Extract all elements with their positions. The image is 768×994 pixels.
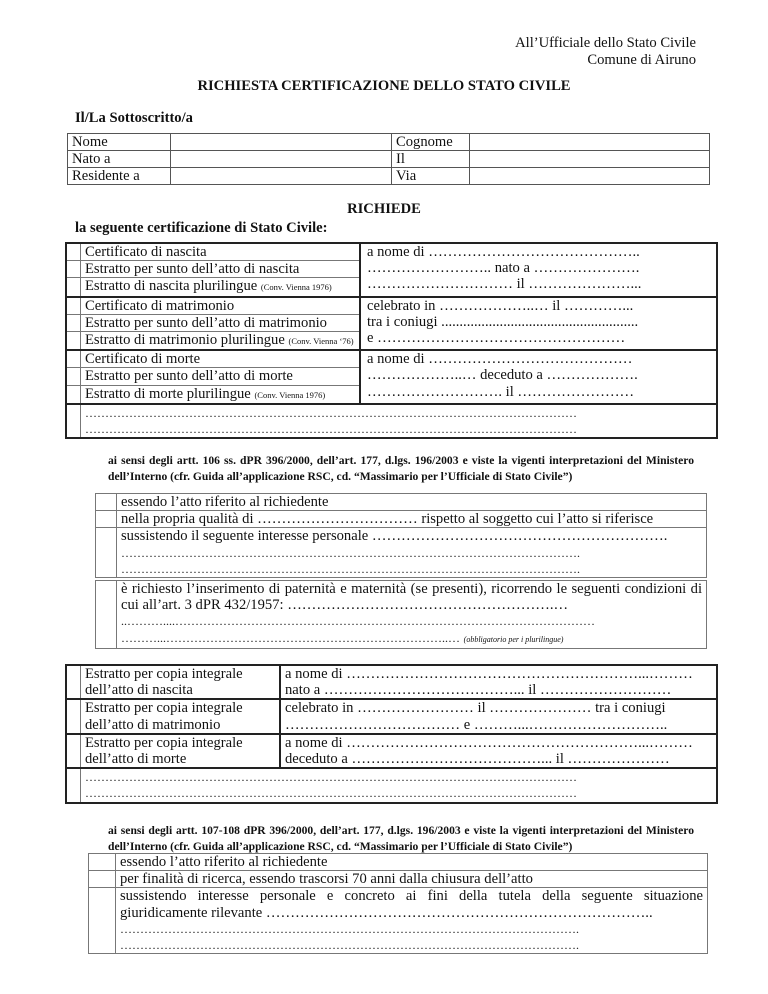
checkbox-plurilingue-nascita[interactable] bbox=[66, 278, 81, 297]
detail-line[interactable]: a nome di …………………………………….. bbox=[367, 244, 640, 260]
page-title: RICHIESTA CERTIFICAZIONE DELLO STATO CIVILE bbox=[197, 78, 571, 94]
reason2-ricerca: per finalità di ricerca, essendo trascorsi 70 anni dalla chiusura dell’atto bbox=[116, 871, 708, 888]
parentage-note: (obbligatorio per i plurilingue) bbox=[463, 634, 564, 644]
option-certificato-nascita: Certificato di nascita bbox=[81, 243, 361, 261]
other-line[interactable]: …………………………………………………………………………………………………………… bbox=[85, 405, 577, 420]
detail-line[interactable]: e …………………………………………… bbox=[367, 330, 626, 347]
reason2-richiedente: essendo l’atto riferito al richiedente bbox=[116, 854, 708, 871]
input-residente-a[interactable] bbox=[171, 168, 392, 185]
reason-richiedente: essendo l’atto riferito al richiedente bbox=[117, 494, 707, 511]
reasons-table-1 bbox=[95, 493, 707, 578]
input-cognome[interactable] bbox=[470, 134, 710, 151]
addressee-line-2: Comune di Airuno bbox=[587, 52, 696, 68]
details-nascita bbox=[360, 243, 717, 297]
other-line[interactable]: …………………………………………………………………………………………………………… bbox=[85, 422, 577, 437]
input-via[interactable] bbox=[470, 168, 710, 185]
checkbox-reason-qualita[interactable] bbox=[96, 511, 117, 528]
option-copia-nascita: Estratto per copia integrale dell’atto di nascita bbox=[81, 665, 281, 699]
checkbox-estratto-sunto-nascita[interactable] bbox=[66, 261, 81, 278]
copia-altro-lines[interactable]: …………………………………………………………………………………………………………… …………………………………………………………………………………………………………… bbox=[85, 770, 577, 801]
input-nome[interactable] bbox=[171, 134, 392, 151]
label-nome: Nome bbox=[68, 134, 171, 151]
certificates-table bbox=[65, 242, 718, 439]
checkbox-altro[interactable] bbox=[66, 404, 81, 438]
detail-line[interactable]: a nome di …………………………………… bbox=[367, 351, 633, 368]
reasons-table-2 bbox=[88, 853, 708, 954]
option-certificato-morte: Certificato di morte bbox=[81, 350, 361, 368]
checkbox-plurilingue-matrimonio[interactable] bbox=[66, 332, 81, 351]
option-estratto-sunto-nascita: Estratto per sunto dell’atto di nascita bbox=[81, 261, 361, 278]
option-plurilingue-matrimonio: Estratto di matrimonio plurilingue (Conv. Vienna ‘76) bbox=[81, 332, 361, 351]
full-copy-table bbox=[65, 664, 718, 804]
checkbox-reason-interesse[interactable] bbox=[96, 528, 117, 578]
option-plurilingue-nascita: Estratto di nascita plurilingue (Conv. Vienna 1976) bbox=[81, 278, 361, 297]
input-nato-a[interactable] bbox=[171, 151, 392, 168]
label-via: Via bbox=[392, 168, 470, 185]
addressee-line-1: All’Ufficiale dello Stato Civile bbox=[515, 35, 696, 51]
checkbox-reason2-ricerca[interactable] bbox=[89, 871, 116, 888]
checkbox-certificato-morte[interactable] bbox=[66, 350, 81, 368]
option-certificato-matrimonio: Certificato di matrimonio bbox=[81, 297, 361, 315]
parentage-text[interactable]: è richiesto l’inserimento di paternità e maternità (se presenti), ricorrendo le seguenti condizioni di cui all’art. 3 dPR 432/1957: ……………………………………………….… ..………....…………………………………………………………………………………………… ………...……………………………………………………………..… (obbligatorio per i plurilingue) bbox=[117, 581, 707, 649]
checkbox-copia-altro[interactable] bbox=[66, 768, 81, 802]
details-morte bbox=[360, 350, 717, 404]
detail-line[interactable]: ………………………… il …………………... bbox=[367, 276, 642, 293]
checkbox-certificato-nascita[interactable] bbox=[66, 243, 81, 261]
applicant-heading: Il/La Sottoscritto/a bbox=[75, 110, 193, 126]
reason-interesse[interactable]: sussistendo il seguente interesse personale ……………………………………………………. ……………………………………………………………………………………………………. ……………………………………………………………………………………………………. bbox=[117, 528, 707, 578]
checkbox-copia-nascita[interactable] bbox=[66, 665, 81, 699]
option-estratto-sunto-matrimonio: Estratto per sunto dell’atto di matrimonio bbox=[81, 314, 361, 331]
option-estratto-sunto-morte: Estratto per sunto dell’atto di morte bbox=[81, 368, 361, 385]
checkbox-copia-matrimonio[interactable] bbox=[66, 699, 81, 733]
details-matrimonio bbox=[360, 297, 717, 351]
option-copia-matrimonio: Estratto per copia integrale dell’atto di matrimonio bbox=[81, 699, 281, 733]
checkbox-certificato-matrimonio[interactable] bbox=[66, 297, 81, 315]
parentage-table bbox=[95, 580, 707, 649]
richiede-heading: RICHIEDE bbox=[347, 201, 421, 217]
details-copia-matrimonio[interactable]: celebrato in …………………… il ………………… tra i coniugi ……………………………… e ………...……………………….. bbox=[280, 699, 717, 733]
legal-basis-2: ai sensi degli artt. 107-108 dPR 396/2000, dell’art. 177, d.lgs. 196/2003 e viste la vigenti interpretazioni del Ministero dell’Interno (cfr. Guida all’applicazione RSC, cd. “Massimario per l’Ufficiale di Stato Civile”) bbox=[108, 824, 694, 853]
checkbox-reason2-richiedente[interactable] bbox=[89, 854, 116, 871]
altro-lines[interactable] bbox=[81, 404, 718, 438]
reason2-interesse[interactable]: sussistendo interesse personale e concreto ai fini della tutela della seguente situazione giuridicamente rilevante …………………………………………………………………….. ……………………………………………………………………………………………………. ……………………………………………………………………………………………………. bbox=[116, 888, 708, 954]
option-copia-morte: Estratto per copia integrale dell’atto di morte bbox=[81, 734, 281, 768]
checkbox-plurilingue-morte[interactable] bbox=[66, 385, 81, 404]
checkbox-reason-richiedente[interactable] bbox=[96, 494, 117, 511]
applicant-table bbox=[67, 133, 710, 185]
label-nato-a: Nato a bbox=[68, 151, 171, 168]
label-cognome: Cognome bbox=[392, 134, 470, 151]
addressee bbox=[515, 35, 696, 69]
label-il: Il bbox=[392, 151, 470, 168]
reason-qualita[interactable]: nella propria qualità di …………………………… rispetto al soggetto cui l’atto si riferisce bbox=[117, 511, 707, 528]
legal-basis-1: ai sensi degli artt. 106 ss. dPR 396/2000, dell’art. 177, d.lgs. 196/2003 e viste la vigenti interpretazioni del Ministero dell’Interno (cfr. Guida all’applicazione RSC, cd. “Massimario per l’Ufficiale di Stato Civile”) bbox=[108, 454, 694, 483]
detail-line[interactable]: …………………….. nato a …………………. bbox=[367, 260, 640, 277]
checkbox-estratto-sunto-morte[interactable] bbox=[66, 368, 81, 385]
checkbox-reason2-interesse[interactable] bbox=[89, 888, 116, 954]
checkbox-parentage[interactable] bbox=[96, 581, 117, 649]
label-residente-a: Residente a bbox=[68, 168, 171, 185]
checkbox-estratto-sunto-matrimonio[interactable] bbox=[66, 314, 81, 331]
input-il[interactable] bbox=[470, 151, 710, 168]
request-subheading: la seguente certificazione di Stato Civile: bbox=[75, 220, 328, 236]
details-copia-nascita[interactable]: a nome di ……………………………………………………...……… nato a …………………………………... il ……………………… bbox=[280, 665, 717, 699]
checkbox-copia-morte[interactable] bbox=[66, 734, 81, 768]
detail-line[interactable]: ………………..… deceduto a ………………. bbox=[367, 367, 638, 384]
detail-line[interactable]: ………………………. il …………………… bbox=[367, 383, 635, 400]
detail-line[interactable]: celebrato in ………………..… il …………... bbox=[367, 297, 634, 314]
detail-line[interactable]: tra i coniugi ...................................................... bbox=[367, 313, 639, 330]
option-plurilingue-morte: Estratto di morte plurilingue (Conv. Vienna 1976) bbox=[81, 385, 361, 404]
details-copia-morte[interactable]: a nome di ……………………………………………………...……… deceduto a …………………………………... il ………………… bbox=[280, 734, 717, 768]
